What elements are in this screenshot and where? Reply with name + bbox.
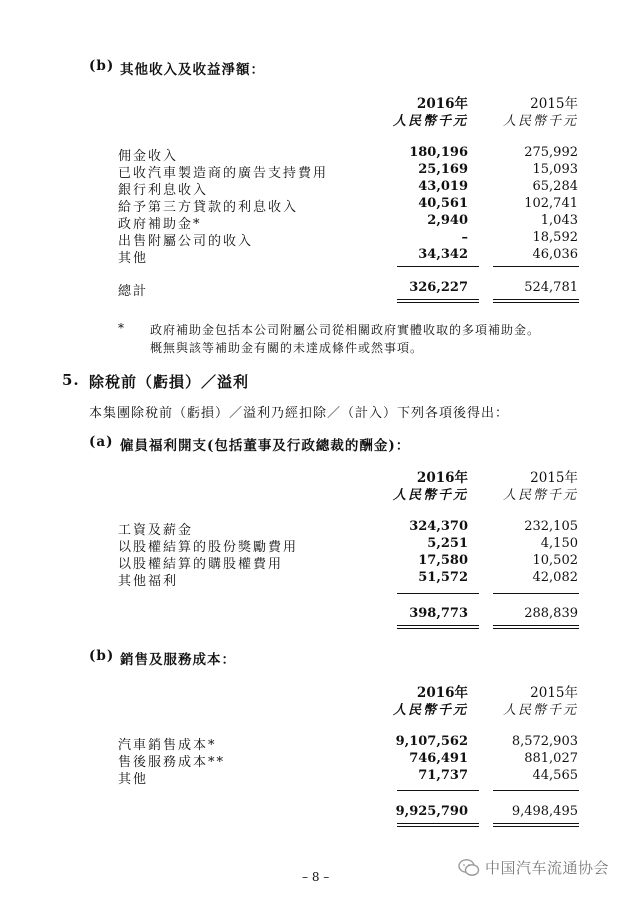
- col-unit-2015: 人民幣千元: [502, 488, 578, 503]
- divider: [493, 593, 579, 594]
- divider: [493, 790, 579, 791]
- watermark: [458, 857, 609, 878]
- section-5-intro: 本集團除稅前（虧損）／溢利乃經扣除／（計入）下列各項後得出：: [89, 406, 510, 421]
- divider: [397, 823, 479, 824]
- table-cell-2016: 9,107,562: [395, 734, 468, 749]
- table-cell-2015: 275,992: [524, 145, 578, 160]
- col-year-2016: 2016年: [416, 685, 468, 701]
- divider: [397, 266, 479, 267]
- col-year-2015: 2015年: [530, 685, 578, 701]
- footnote-line-2: 概無與該等補助金有關的未達成條件或然事項。: [150, 341, 424, 355]
- section-b1-label: (b): [89, 58, 115, 74]
- divider: [397, 625, 479, 626]
- table-cell-2015: 4,150: [540, 536, 578, 551]
- table-row-label: 以股權結算的購股權費用: [118, 557, 284, 572]
- divider: [397, 302, 479, 303]
- total-2015: 524,781: [524, 280, 578, 295]
- table-cell-2015: 10,502: [532, 553, 578, 568]
- col-year-2016: 2016年: [416, 96, 468, 112]
- table-cell-2015: 42,082: [532, 570, 578, 585]
- table-row-label: 政府補助金*: [118, 217, 202, 232]
- total-2015: 9,498,495: [511, 804, 578, 819]
- table-row-label: 售後服務成本**: [118, 755, 226, 770]
- table-row-label: 佣金收入: [118, 149, 179, 164]
- section-a-title: 僱員福利開支(包括董事及行政總裁的酬金)：: [120, 438, 411, 454]
- section-a-label: (a): [89, 434, 114, 450]
- table-cell-2016: 25,169: [418, 162, 468, 177]
- table-cell-2016: 51,572: [418, 570, 468, 585]
- section-5-title: 除稅前（虧損）／溢利: [89, 373, 250, 391]
- page-number: – 8 –: [302, 870, 330, 884]
- table-cell-2016: 34,342: [418, 247, 468, 262]
- col-unit-2016: 人民幣千元: [392, 488, 468, 503]
- divider: [397, 826, 479, 827]
- table-cell-2015: 15,093: [532, 162, 578, 177]
- divider: [397, 593, 479, 594]
- total-2016: 398,773: [409, 606, 468, 621]
- table-cell-2015: 232,105: [524, 519, 578, 534]
- col-unit-2015: 人民幣千元: [502, 703, 578, 718]
- col-year-2015: 2015年: [530, 470, 578, 486]
- table-row-label: 工資及薪金: [118, 523, 194, 538]
- table-cell-2016: 180,196: [409, 145, 468, 160]
- col-year-2016: 2016年: [416, 470, 468, 486]
- total-2016: 9,925,790: [395, 804, 468, 819]
- section-b2-title: 銷售及服務成本：: [120, 652, 236, 668]
- total-2016: 326,227: [409, 280, 468, 295]
- divider: [493, 299, 579, 300]
- divider: [493, 628, 579, 629]
- watermark-text: 中国汽车流通协会: [485, 859, 610, 877]
- total-label: 總計: [118, 284, 149, 299]
- wechat-icon: [458, 858, 480, 878]
- table-row-label: 汽車銷售成本*: [118, 738, 217, 753]
- table-cell-2015: 8,572,903: [511, 734, 578, 749]
- table-row-label: 出售附屬公司的收入: [118, 234, 254, 249]
- table-cell-2015: 18,592: [532, 230, 578, 245]
- table-cell-2015: 1,043: [540, 213, 578, 228]
- divider: [493, 266, 579, 267]
- table-cell-2015: 65,284: [532, 179, 578, 194]
- table-cell-2016: 324,370: [409, 519, 468, 534]
- footnote-mark: *: [118, 321, 125, 335]
- table-cell-2016: 43,019: [418, 179, 468, 194]
- table-cell-2016: 40,561: [418, 196, 468, 211]
- table-cell-2016: –: [461, 230, 468, 245]
- section-b2-label: (b): [89, 648, 115, 664]
- table-cell-2015: 46,036: [532, 247, 578, 262]
- section-5-number: 5.: [62, 371, 80, 389]
- divider: [493, 625, 579, 626]
- table-cell-2016: 5,251: [427, 536, 468, 551]
- table-cell-2016: 746,491: [409, 751, 468, 766]
- table-cell-2016: 17,580: [418, 553, 468, 568]
- divider: [397, 299, 479, 300]
- table-row-label: 其他: [118, 772, 149, 787]
- table-row-label: 以股權結算的股份獎勵費用: [118, 540, 299, 555]
- table-row-label: 其他福利: [118, 574, 179, 589]
- divider: [493, 823, 579, 824]
- col-unit-2016: 人民幣千元: [392, 114, 468, 129]
- divider: [493, 302, 579, 303]
- table-cell-2015: 881,027: [524, 751, 578, 766]
- footnote-line-1: 政府補助金包括本公司附屬公司從相關政府實體收取的多項補助金。: [150, 323, 541, 337]
- table-cell-2015: 102,741: [524, 196, 578, 211]
- total-2015: 288,839: [524, 606, 578, 621]
- table-row-label: 其他: [118, 251, 149, 266]
- divider: [397, 628, 479, 629]
- divider: [493, 826, 579, 827]
- col-unit-2015: 人民幣千元: [502, 114, 578, 129]
- table-cell-2015: 44,565: [532, 768, 578, 783]
- table-cell-2016: 71,737: [418, 768, 468, 783]
- col-unit-2016: 人民幣千元: [392, 703, 468, 718]
- table-row-label: 已收汽車製造商的廣告支持費用: [118, 166, 329, 181]
- table-row-label: 給予第三方貸款的利息收入: [118, 200, 299, 215]
- col-year-2015: 2015年: [530, 96, 578, 112]
- table-row-label: 銀行利息收入: [118, 183, 209, 198]
- table-cell-2016: 2,940: [427, 213, 468, 228]
- divider: [397, 790, 479, 791]
- section-b1-title: 其他收入及收益淨額：: [120, 62, 265, 78]
